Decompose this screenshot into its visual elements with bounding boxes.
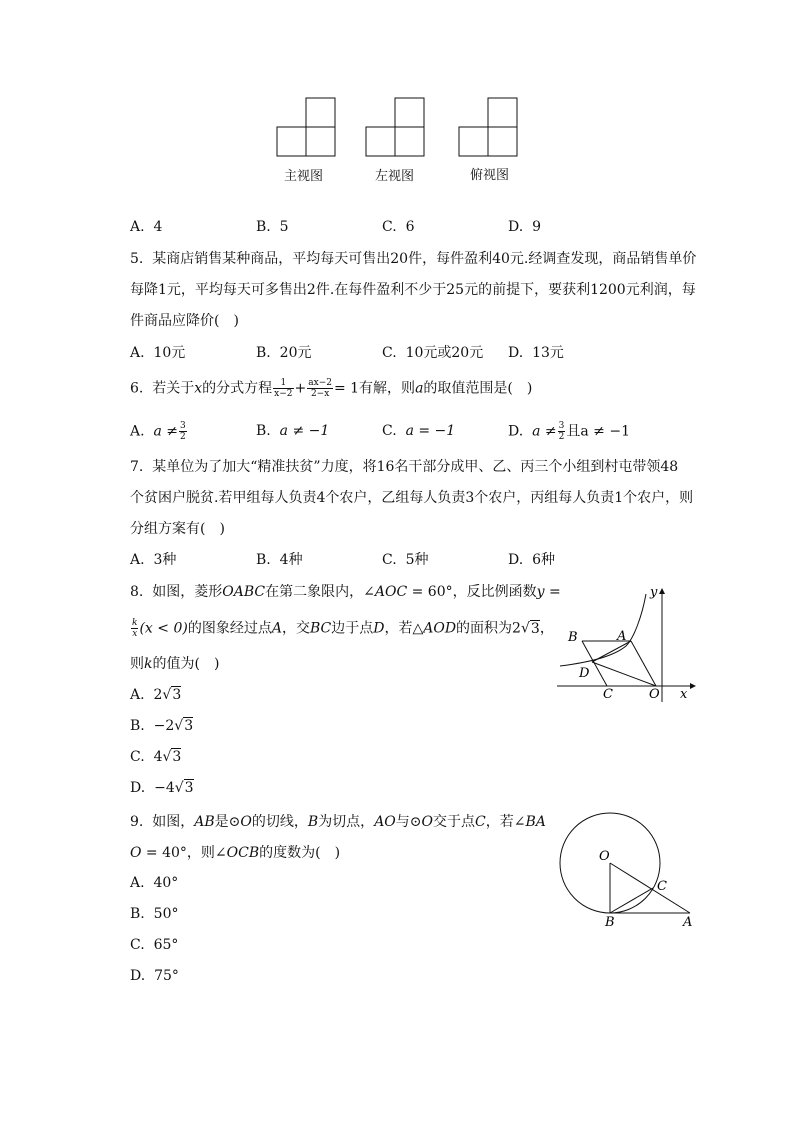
q9-label-o: O xyxy=(599,849,610,864)
q8-label-c: C xyxy=(603,687,613,702)
q5-option-a[interactable]: A. 10元 xyxy=(130,345,186,361)
q6-stem: 6. 若关于x的分式方程 $\frac{1}{x-2}$ + $\frac{ax-2}{2-x}$ = 1有解，则a的取值范围是( ) xyxy=(130,378,533,399)
q7-option-a[interactable]: A. 3种 xyxy=(130,552,177,568)
q7-line3: 分组方案有( ) xyxy=(130,521,225,537)
q6-fraction-1: $\frac{1}{x-2}$ xyxy=(274,378,293,399)
q9-label-a: A xyxy=(683,915,693,930)
q7-option-b[interactable]: B. 4种 xyxy=(256,552,303,568)
q5-line2: 每降1元，平均每天可多售出2件.在每件盈利不少于25元的前提下，要获利1200元利润，每 xyxy=(130,282,696,298)
q9-line2: O = 40°，则∠OCB的度数为( ) xyxy=(130,845,341,861)
q9-circle-figure xyxy=(555,808,700,930)
q8-option-b[interactable]: B. −2√3 xyxy=(130,718,194,734)
q9-line1: 9. 如图，AB是⊙O的切线，B为切点，AO与⊙O交于点C，若∠BA xyxy=(130,814,546,830)
left-view-label: 左视图 xyxy=(375,169,415,184)
top-view-label: 俯视图 xyxy=(470,168,510,183)
q8-rhombus-figure xyxy=(552,582,702,707)
q8-line2: $\frac{k}{x}$ (x < 0)的图象经过点A，交BC边于点D，若△AOD的面积为2√3， xyxy=(132,618,554,639)
q8-line1: 8. 如图，菱形OABC在第二象限内，∠AOC = 60°，反比例函数y = xyxy=(130,584,561,600)
q8-option-d[interactable]: D. −4√3 xyxy=(130,780,194,796)
q8-label-o: O xyxy=(649,687,660,702)
q8-line3: 则k的值为( ) xyxy=(130,656,220,672)
q6-option-a[interactable]: A. a ≠ $\frac{3}{2}$ xyxy=(130,421,186,442)
q9-option-d[interactable]: D. 75° xyxy=(130,968,179,984)
q6-option-b[interactable]: B. a ≠ −1 xyxy=(256,423,330,439)
q4-option-c[interactable]: C. 6 xyxy=(382,219,415,235)
q9-label-b: B xyxy=(605,915,615,930)
three-views-figure xyxy=(270,92,530,162)
q8-label-b: B xyxy=(568,630,578,645)
q5-line3: 件商品应降价( ) xyxy=(130,313,239,329)
q9-option-b[interactable]: B. 50° xyxy=(130,906,179,922)
q5-option-d[interactable]: D. 13元 xyxy=(508,345,564,361)
q8-option-c[interactable]: C. 4√3 xyxy=(130,749,182,765)
q5-option-c[interactable]: C. 10元或20元 xyxy=(382,345,484,361)
front-view-label: 主视图 xyxy=(284,169,324,184)
q6-fraction-2: $\frac{ax-2}{2-x}$ xyxy=(308,378,332,399)
q8-option-a[interactable]: A. 2√3 xyxy=(130,687,182,703)
q8-label-a: A xyxy=(617,629,627,644)
q4-option-a[interactable]: A. 4 xyxy=(130,219,163,235)
q9-option-a[interactable]: A. 40° xyxy=(130,875,179,891)
q5-line1: 5. 某商店销售某种商品，平均每天可售出20件，每件盈利40元.经调查发现，商品销售单价 xyxy=(130,251,697,267)
q8-label-d: D xyxy=(579,666,590,681)
q6-option-c[interactable]: C. a = −1 xyxy=(382,423,456,439)
q5-option-b[interactable]: B. 20元 xyxy=(256,345,312,361)
q9-label-c: C xyxy=(657,879,667,894)
q7-line1: 7. 某单位为了加大“精准扶贫”力度，将16名干部分成甲、乙、丙三个小组到村屯带领48 xyxy=(130,459,679,475)
q9-option-c[interactable]: C. 65° xyxy=(130,937,179,953)
q7-option-c[interactable]: C. 5种 xyxy=(382,552,429,568)
q8-label-y: y xyxy=(650,585,658,600)
q4-option-d[interactable]: D. 9 xyxy=(508,219,542,235)
q4-option-b[interactable]: B. 5 xyxy=(256,219,289,235)
q6-option-d[interactable]: D. a ≠ $\frac{3}{2}$ 且a ≠ −1 xyxy=(508,421,630,442)
q7-option-d[interactable]: D. 6种 xyxy=(508,552,556,568)
q8-label-x: x xyxy=(680,687,688,702)
q7-line2: 个贫困户脱贫.若甲组每人负责4个农户，乙组每人负责3个农户，丙组每人负责1个农户，则 xyxy=(130,490,694,506)
